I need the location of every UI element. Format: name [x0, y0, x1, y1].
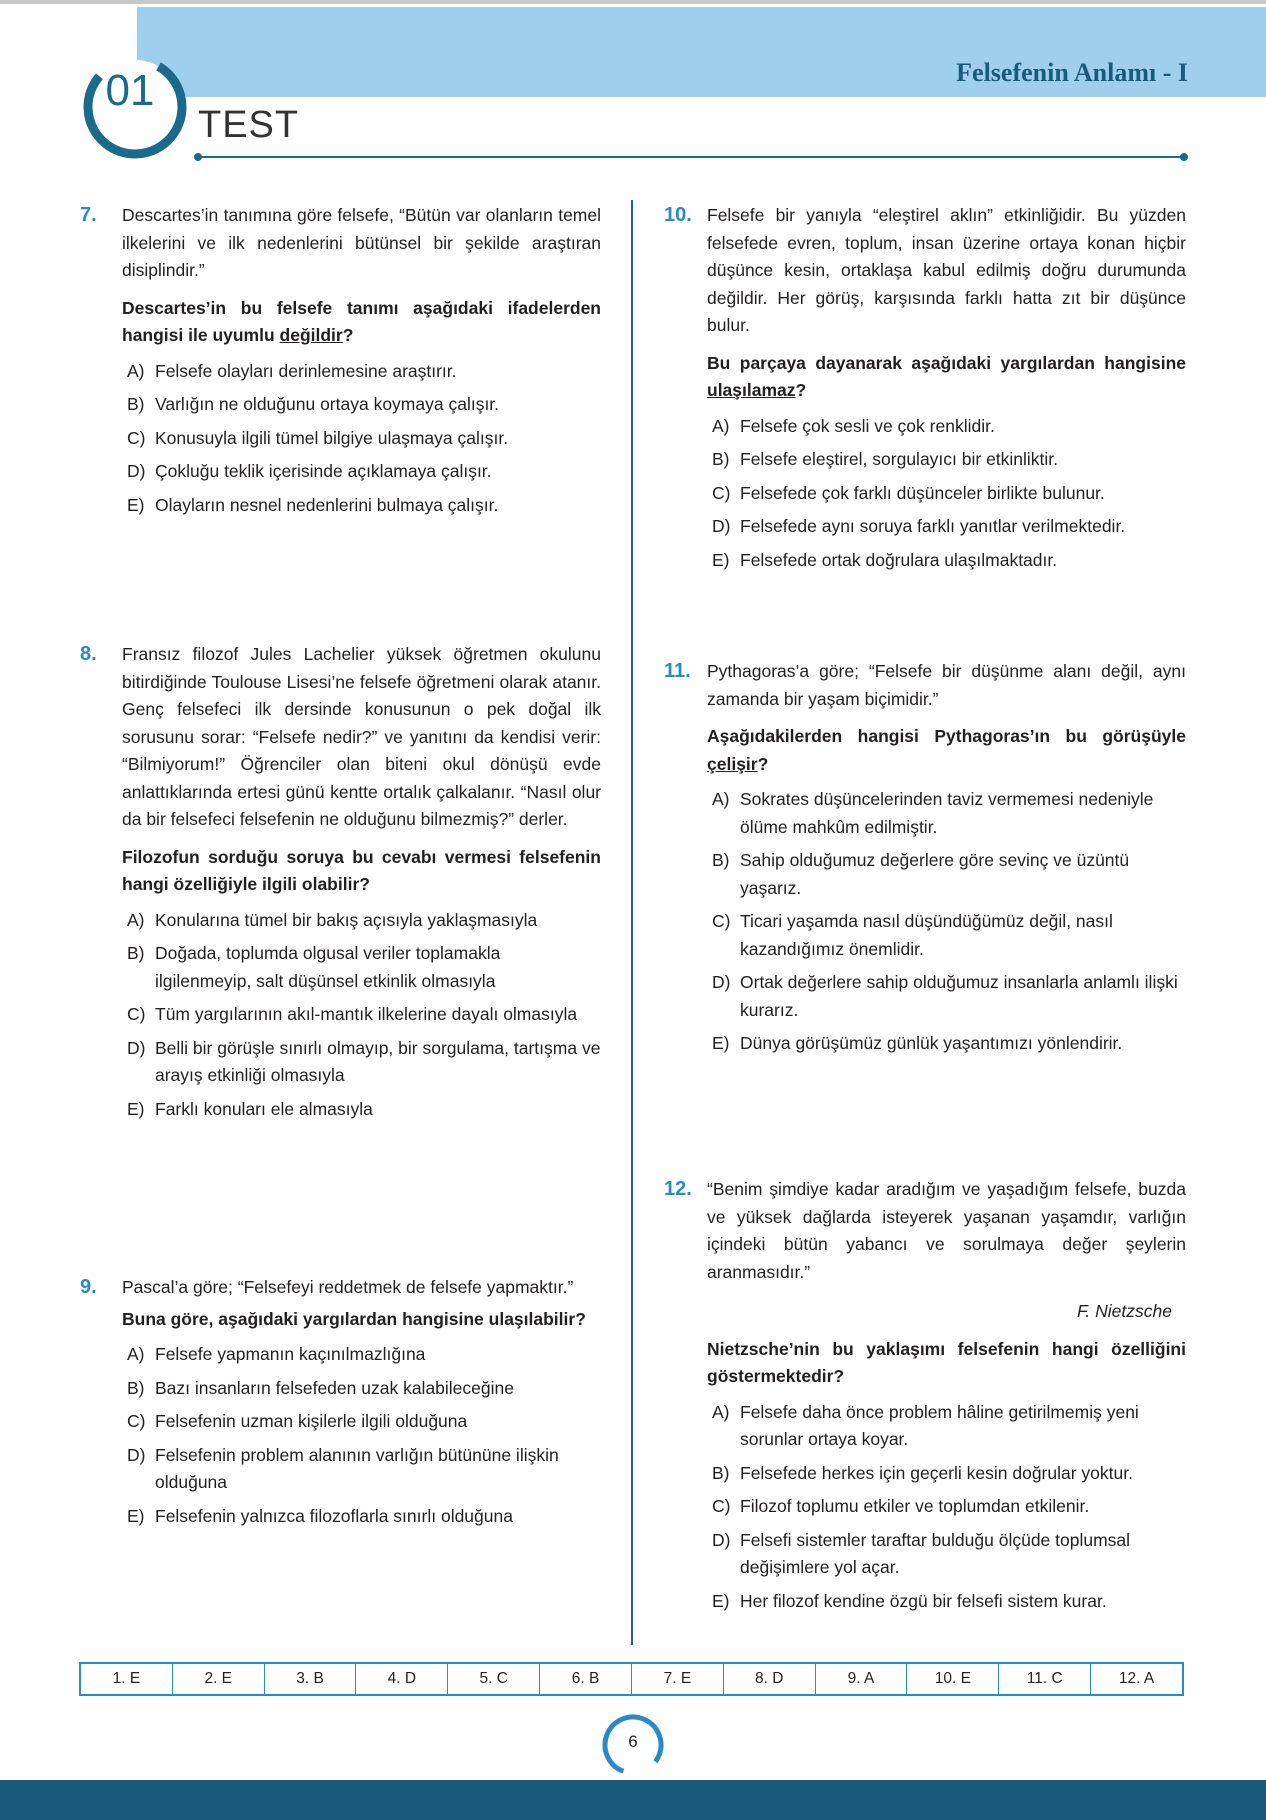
question-stem: Felsefe bir yanıyla “eleştirel aklın” etkinliğidir. Bu yüzden felsefede evren, toplum, insan üzerine ortaya konan hiçbir düşünce kesin, ortaklaşa kabul edilmiş doğru durumunda değildir. Her görüş, karşısında farklı hatta zıt bir düşünce bulur.	[707, 205, 1186, 335]
test-label: TEST	[198, 104, 300, 146]
option-e[interactable]: E) Farklı konuları ele almasıyla	[127, 1098, 373, 1119]
question-10	[664, 202, 1186, 580]
option-d[interactable]: D) Felsefi sistemler taraftar bulduğu ölçüde toplumsal değişimlere yol açar.	[712, 1529, 1131, 1577]
option-e[interactable]: E) Felsefenin yalnızca filozoflarla sınırlı olduğuna	[127, 1505, 513, 1526]
option-a[interactable]: A) Konularına tümel bir bakış açısıyla yaklaşmasıyla	[127, 909, 538, 930]
question-stem: Fransız filozof Jules Lachelier yüksek öğretmen okulunu bitirdiğinde Toulouse Lisesi’ne felsefe öğretmeni olarak atanır. Genç felsefeci ilk dersinde konusunun o pek doğal ilk sorusunu sorar: “Felsefe nedir?” ve yanıtını da kendisi verir: “Bilmiyorum!” Öğrenciler olan biteni okul dönüşü evde anlattıklarında ertesi günü kentte ortalık çalkalanır. “Nasıl olur da bir felsefeci felsefenin ne olduğunu bilmezmiş?” derler.	[122, 644, 601, 829]
question-prompt: Bu parçaya dayanarak aşağıdaki yargılardan hangisine ulaşılamaz?	[707, 352, 1186, 400]
answer-cell: 1. E	[81, 1664, 173, 1694]
question-number: 7.	[80, 204, 97, 226]
answer-cell: 10. E	[907, 1664, 999, 1694]
question-prompt: Buna göre, aşağıdaki yargılardan hangisine ulaşılabilir?	[122, 1308, 586, 1329]
answer-cell: 9. A	[816, 1664, 908, 1694]
option-a[interactable]: A) Felsefe olayları derinlemesine araştırır.	[127, 360, 457, 381]
header-rule	[198, 156, 1184, 158]
top-rule	[0, 0, 1266, 4]
option-d[interactable]: D) Çokluğu teklik içerisinde açıklamaya çalışır.	[127, 461, 492, 481]
question-number: 10.	[664, 204, 692, 226]
answer-cell: 8. D	[724, 1664, 816, 1694]
option-c[interactable]: C) Felsefenin uzman kişilerle ilgili olduğuna	[127, 1411, 468, 1431]
quote-author: F. Nietzsche	[1077, 1301, 1172, 1321]
option-d[interactable]: D) Belli bir görüşle sınırlı olmayıp, bir sorgulama, tartışma ve arayış etkinliği olmasıyla	[127, 1037, 601, 1085]
answer-cell: 11. C	[999, 1664, 1091, 1694]
question-emphasis: çelişir	[707, 753, 758, 774]
option-d[interactable]: D) Felsefede aynı soruya farklı yanıtlar verilmektedir.	[712, 516, 1126, 536]
option-b[interactable]: B) Felsefede herkes için geçerli kesin doğrular yoktur.	[712, 1462, 1133, 1483]
page-title: Felsefenin Anlamı - I	[956, 58, 1188, 87]
question-number: 12.	[664, 1178, 692, 1200]
question-prompt: Nietzsche’nin bu yaklaşımı felsefenin hangi özelliğini göstermektedir?	[707, 1338, 1186, 1386]
question-number: 9.	[80, 1276, 97, 1298]
option-e[interactable]: E) Felsefede ortak doğrulara ulaşılmaktadır.	[712, 549, 1058, 570]
answer-cell: 12. A	[1118, 1670, 1155, 1687]
question-stem: Pascal’a göre; “Felsefeyi reddetmek de felsefe yapmaktır.”	[122, 1277, 574, 1297]
header-rule-dot-left	[194, 153, 202, 161]
option-e[interactable]: E) Her filozof kendine özgü bir felsefi sistem kurar.	[712, 1590, 1107, 1611]
option-d[interactable]: D) Ortak değerlere sahip olduğumuz insanlarla anlamlı ilişki kurarız.	[712, 972, 1178, 1020]
option-b[interactable]: B) Felsefe eleştirel, sorgulayıcı bir etkinliktir.	[712, 449, 1059, 469]
option-c[interactable]: C) Konusuyla ilgili tümel bilgiye ulaşmaya çalışır.	[127, 427, 509, 448]
answer-cell: 4. D	[356, 1664, 448, 1694]
option-c[interactable]: C) Tüm yargılarının akıl-mantık ilkelerine dayalı olmasıyla	[127, 1004, 578, 1024]
test-number: 01	[105, 66, 155, 115]
question-stem: Descartes’in tanımına göre felsefe, “Bütün var olanların temel ilkelerini ve ilk nedenlerini bütünsel bir şekilde araştıran disiplindir.”	[122, 205, 601, 280]
question-emphasis: değildir	[279, 325, 343, 345]
column-divider	[631, 200, 633, 1645]
option-c[interactable]: C) Felsefede çok farklı düşünceler birlikte bulunur.	[712, 482, 1105, 503]
question-prompt: Aşağıdakilerden hangisi Pythagoras’ın bu görüşüyle çelişir?	[707, 726, 1186, 774]
option-d[interactable]: D) Felsefenin problem alanının varlığın bütününe ilişkin olduğuna	[127, 1444, 559, 1492]
option-b[interactable]: B) Sahip olduğumuz değerlere göre sevinç ve üzüntü yaşarız.	[712, 850, 1130, 898]
question-prompt: Filozofun sorduğu soruya bu cevabı vermesi felsefenin hangi özelliğiyle ilgili olabilir?	[122, 846, 601, 894]
question-11	[664, 658, 1186, 1064]
question-stem: “Benim şimdiye kadar aradığım ve yaşadığım felsefe, buzda ve yüksek dağlarda isteyerek yaşanan yaşamdır, varlığın içindeki bütün yabancı ve sorulmaya değer şeylerin aranmasıdır.”	[707, 1179, 1186, 1282]
option-b[interactable]: B) Doğada, toplumda olgusal veriler toplamakla ilgilenmeyip, salt düşünsel etkinlik olmasıyla	[127, 943, 501, 991]
option-e[interactable]: E) Olayların nesnel nedenlerini bulmaya çalışır.	[127, 494, 499, 515]
option-e[interactable]: E) Dünya görüşümüz günlük yaşantımızı yönlendirir.	[712, 1033, 1123, 1053]
answer-cell: 6. B	[540, 1664, 632, 1694]
answer-cell: 7. E	[632, 1664, 724, 1694]
header-rule-dot-right	[1180, 153, 1188, 161]
question-stem: Pythagoras’a göre; “Felsefe bir düşünme alanı değil, aynı zamanda bir yaşam biçimidir.”	[707, 661, 1186, 709]
answer-cell: 5. C	[448, 1664, 540, 1694]
question-number: 8.	[80, 643, 97, 665]
option-a[interactable]: A) Felsefe yapmanın kaçınılmazlığına	[127, 1344, 426, 1364]
answer-key	[79, 1662, 1184, 1696]
option-b[interactable]: B) Bazı insanların felsefeden uzak kalabileceğine	[127, 1377, 514, 1398]
question-12	[664, 1176, 1186, 1621]
footer-band	[0, 1780, 1266, 1820]
option-c[interactable]: C) Ticari yaşamda nasıl düşündüğümüz değil, nasıl kazandığımız önemlidir.	[712, 911, 1113, 959]
option-a[interactable]: A) Felsefe daha önce problem hâline getirilmemiş yeni sorunlar ortaya koyar.	[712, 1401, 1139, 1449]
option-c[interactable]: C) Filozof toplumu etkiler ve toplumdan etkilenir.	[712, 1496, 1090, 1516]
question-9	[80, 1274, 601, 1536]
answer-cell: 3. B	[265, 1664, 357, 1694]
option-b[interactable]: B) Varlığın ne olduğunu ortaya koymaya çalışır.	[127, 394, 500, 414]
question-number: 11.	[664, 660, 691, 682]
question-7	[80, 202, 601, 525]
page-number: 6	[628, 1732, 638, 1751]
option-a[interactable]: A) Sokrates düşüncelerinden taviz vermemesi nedeniyle ölüme mahkûm edilmiştir.	[712, 789, 1154, 837]
question-emphasis: ulaşılamaz	[707, 380, 796, 400]
answer-cell: 2. E	[173, 1664, 265, 1694]
question-prompt: Descartes’in bu felsefe tanımı aşağıdaki ifadelerden hangisi ile uyumlu değildir?	[122, 297, 601, 345]
option-a[interactable]: A) Felsefe çok sesli ve çok renklidir.	[712, 415, 995, 436]
question-8	[80, 641, 601, 1129]
